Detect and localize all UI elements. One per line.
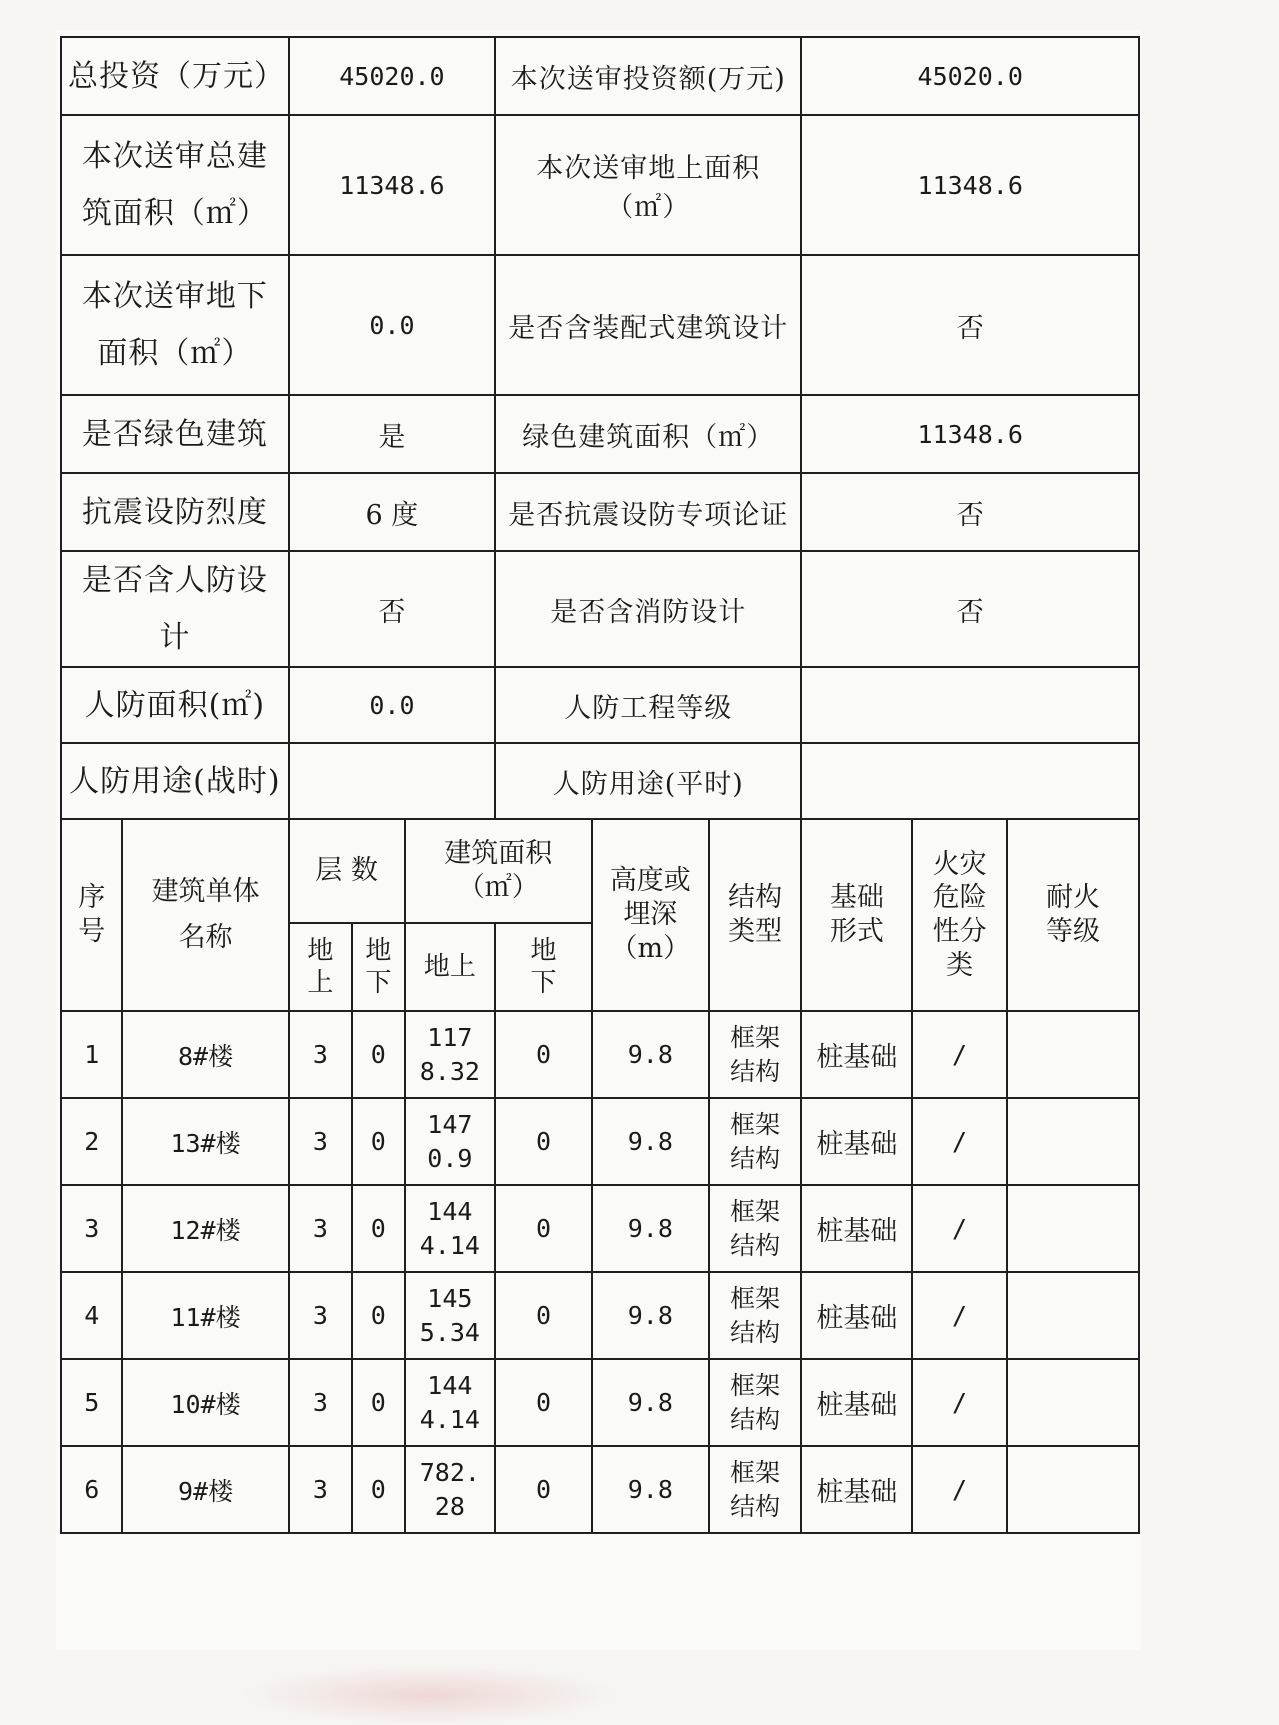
cell-floors-above: 3 [289,1011,352,1098]
summary-label: 是否抗震设防专项论证 [495,473,801,551]
buildings-header-row [61,819,1139,923]
cell-fire-rating [1007,1446,1139,1533]
summary-value: 11348.6 [289,115,496,255]
cell-area-above: 1455.34 [405,1272,496,1359]
cell-seq: 3 [61,1185,122,1272]
summary-row [61,743,1139,819]
cell-seq: 5 [61,1359,122,1446]
header-fire-class: 火灾危险性分类 [912,819,1007,1011]
header-building-name: 建筑单体名称 [122,819,288,1011]
summary-label: 本次送审地上面积（㎡） [495,115,801,255]
cell-foundation: 桩基础 [801,1185,912,1272]
cell-fire-class: / [912,1359,1007,1446]
summary-value: 45020.0 [289,37,496,115]
header-floors: 层 数 [289,819,405,923]
cell-structure: 框架结构 [709,1359,802,1446]
summary-value: 否 [801,255,1139,395]
cell-building-name: 8#楼 [122,1011,288,1098]
cell-area-below: 0 [495,1098,592,1185]
summary-label: 是否绿色建筑 [61,395,289,473]
header-floors-above: 地上 [289,923,352,1011]
cell-fire-class: / [912,1446,1007,1533]
cell-height: 9.8 [592,1011,709,1098]
cell-area-below: 0 [495,1446,592,1533]
cell-area-above: 782.28 [405,1446,496,1533]
cell-seq: 2 [61,1098,122,1185]
header-height: 高度或埋深（m） [592,819,709,1011]
cell-area-above: 1470.9 [405,1098,496,1185]
summary-row [61,667,1139,743]
table-row [61,1272,1139,1359]
cell-fire-rating [1007,1185,1139,1272]
table-row [61,1185,1139,1272]
summary-value: 0.0 [289,255,496,395]
cell-building-name: 12#楼 [122,1185,288,1272]
cell-floors-above: 3 [289,1359,352,1446]
header-foundation: 基础形式 [801,819,912,1011]
cell-fire-class: / [912,1272,1007,1359]
cell-building-name: 11#楼 [122,1272,288,1359]
cell-height: 9.8 [592,1098,709,1185]
cell-structure: 框架结构 [709,1272,802,1359]
header-fire-rating: 耐火等级 [1007,819,1139,1011]
summary-label: 总投资（万元） [61,37,289,115]
table-row [61,1446,1139,1533]
cell-floors-below: 0 [352,1185,404,1272]
header-structure: 结构类型 [709,819,802,1011]
table-row [61,1359,1139,1446]
summary-label: 本次送审地下面积（㎡） [61,255,289,395]
summary-label: 本次送审投资额(万元) [495,37,801,115]
cell-structure: 框架结构 [709,1185,802,1272]
header-floors-below: 地下 [352,923,404,1011]
summary-value: 否 [289,551,496,667]
summary-label: 人防工程等级 [495,667,801,743]
summary-value: 11348.6 [801,395,1139,473]
cell-seq: 1 [61,1011,122,1098]
summary-label: 是否含装配式建筑设计 [495,255,801,395]
cell-area-above: 1444.14 [405,1359,496,1446]
cell-floors-below: 0 [352,1011,404,1098]
table-row [61,1011,1139,1098]
stamp-smudge [240,1665,620,1725]
summary-value: 0.0 [289,667,496,743]
cell-floors-below: 0 [352,1446,404,1533]
cell-floors-below: 0 [352,1359,404,1446]
cell-area-below: 0 [495,1185,592,1272]
cell-fire-class: / [912,1011,1007,1098]
summary-row [61,551,1139,667]
summary-value: 6 度 [289,473,496,551]
cell-foundation: 桩基础 [801,1011,912,1098]
cell-building-name: 13#楼 [122,1098,288,1185]
cell-height: 9.8 [592,1272,709,1359]
cell-floors-above: 3 [289,1446,352,1533]
header-area: 建筑面积（㎡） [405,819,592,923]
summary-label: 本次送审总建筑面积（㎡） [61,115,289,255]
summary-value: 是 [289,395,496,473]
cell-area-below: 0 [495,1272,592,1359]
summary-value: 11348.6 [801,115,1139,255]
cell-fire-rating [1007,1359,1139,1446]
summary-row [61,473,1139,551]
cell-fire-rating [1007,1098,1139,1185]
summary-row [61,115,1139,255]
summary-label: 绿色建筑面积（㎡） [495,395,801,473]
cell-height: 9.8 [592,1446,709,1533]
cell-fire-rating [1007,1011,1139,1098]
summary-value [289,743,496,819]
cell-height: 9.8 [592,1185,709,1272]
cell-area-below: 0 [495,1011,592,1098]
cell-fire-rating [1007,1272,1139,1359]
cell-height: 9.8 [592,1359,709,1446]
cell-fire-class: / [912,1098,1007,1185]
cell-structure: 框架结构 [709,1011,802,1098]
summary-label: 人防用途(战时) [61,743,289,819]
summary-value: 否 [801,473,1139,551]
cell-seq: 4 [61,1272,122,1359]
cell-foundation: 桩基础 [801,1359,912,1446]
summary-label: 人防面积(㎡) [61,667,289,743]
cell-floors-above: 3 [289,1272,352,1359]
summary-value [801,667,1139,743]
summary-value: 否 [801,551,1139,667]
header-area-below: 地下 [495,923,592,1011]
cell-building-name: 9#楼 [122,1446,288,1533]
summary-row [61,37,1139,115]
review-form-table [60,36,1140,1534]
summary-label: 人防用途(平时) [495,743,801,819]
cell-floors-below: 0 [352,1098,404,1185]
summary-value: 45020.0 [801,37,1139,115]
summary-label: 是否含消防设计 [495,551,801,667]
cell-structure: 框架结构 [709,1098,802,1185]
summary-value [801,743,1139,819]
cell-fire-class: / [912,1185,1007,1272]
cell-structure: 框架结构 [709,1446,802,1533]
cell-floors-above: 3 [289,1098,352,1185]
cell-area-below: 0 [495,1359,592,1446]
cell-foundation: 桩基础 [801,1098,912,1185]
summary-row [61,395,1139,473]
cell-seq: 6 [61,1446,122,1533]
summary-label: 抗震设防烈度 [61,473,289,551]
cell-area-above: 1444.14 [405,1185,496,1272]
header-seq: 序号 [61,819,122,1011]
table-row [61,1098,1139,1185]
summary-row [61,255,1139,395]
cell-floors-below: 0 [352,1272,404,1359]
cell-floors-above: 3 [289,1185,352,1272]
summary-label: 是否含人防设计 [61,551,289,667]
cell-building-name: 10#楼 [122,1359,288,1446]
cell-area-above: 1178.32 [405,1011,496,1098]
cell-foundation: 桩基础 [801,1446,912,1533]
cell-foundation: 桩基础 [801,1272,912,1359]
header-area-above: 地上 [405,923,496,1011]
